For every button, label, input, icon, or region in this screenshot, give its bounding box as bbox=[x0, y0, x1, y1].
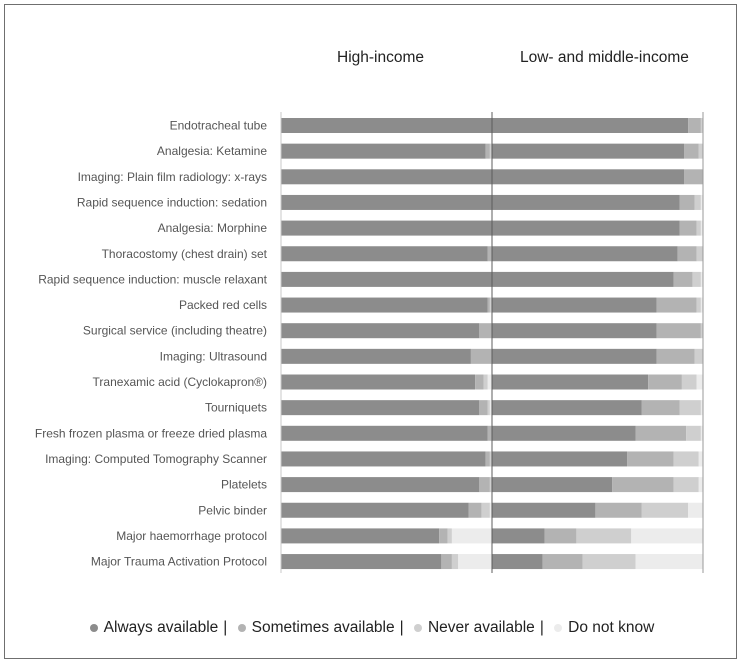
bar-low-middle-income-sometimes bbox=[680, 195, 695, 210]
bar-high-income-always bbox=[281, 451, 486, 466]
bar-high-income-always bbox=[281, 528, 439, 543]
legend-label-never: Never available bbox=[427, 619, 535, 636]
category-label: Platelets bbox=[220, 477, 267, 492]
bar-high-income-always bbox=[281, 426, 488, 441]
bar-high-income-never bbox=[452, 554, 458, 569]
legend-swatch-always bbox=[90, 624, 98, 632]
category-label: Major Trauma Activation Protocol bbox=[90, 554, 267, 569]
bar-high-income-always bbox=[281, 272, 492, 287]
bar-low-middle-income-always bbox=[492, 323, 657, 338]
bar-high-income-always bbox=[281, 144, 486, 159]
bar-low-middle-income-never bbox=[697, 221, 701, 236]
bar-low-middle-income-always bbox=[492, 195, 680, 210]
category-label: Endotracheal tube bbox=[169, 118, 267, 133]
legend bbox=[0, 619, 744, 637]
category-label: Imaging: Plain film radiology: x-rays bbox=[77, 169, 267, 184]
bar-low-middle-income-never bbox=[695, 349, 703, 364]
legend-separator: | bbox=[539, 619, 544, 636]
bar-high-income-sometimes bbox=[486, 451, 490, 466]
bar-high-income-always bbox=[281, 118, 492, 133]
category-label: Fresh frozen plasma or freeze dried plasma bbox=[34, 426, 267, 441]
bar-high-income-dontknow bbox=[452, 528, 492, 543]
bar-low-middle-income-never bbox=[686, 426, 701, 441]
bar-low-middle-income-never bbox=[697, 298, 701, 313]
bar-low-middle-income-never bbox=[695, 195, 701, 210]
bar-low-middle-income-sometimes bbox=[688, 118, 701, 133]
bar-high-income-dontknow bbox=[458, 554, 492, 569]
bar-low-middle-income-always bbox=[492, 298, 657, 313]
bar-low-middle-income-sometimes bbox=[673, 272, 692, 287]
category-label: Thoracostomy (chest drain) set bbox=[101, 246, 267, 261]
bar-low-middle-income-sometimes bbox=[657, 323, 701, 338]
bar-low-middle-income-never bbox=[697, 246, 703, 261]
legend-swatch-dontknow bbox=[554, 624, 562, 632]
bar-low-middle-income-never bbox=[673, 477, 698, 492]
bar-high-income-always bbox=[281, 246, 488, 261]
legend-item-sometimes bbox=[238, 619, 395, 637]
bar-high-income-always bbox=[281, 195, 492, 210]
bar-high-income-never bbox=[484, 375, 488, 390]
legend-separator: | bbox=[223, 619, 228, 636]
bar-high-income-dontknow bbox=[488, 375, 492, 390]
bar-low-middle-income-always bbox=[492, 144, 684, 159]
bar-high-income-sometimes bbox=[488, 246, 492, 261]
bar-low-middle-income-sometimes bbox=[684, 169, 703, 184]
bar-low-middle-income-dontknow bbox=[635, 554, 703, 569]
bar-high-income-sometimes bbox=[479, 477, 490, 492]
bar-low-middle-income-never bbox=[576, 528, 631, 543]
legend-item-always bbox=[90, 619, 219, 637]
bar-low-middle-income-sometimes bbox=[648, 375, 682, 390]
category-label: Pelvic binder bbox=[198, 503, 267, 518]
category-label: Rapid sequence induction: muscle relaxant bbox=[38, 272, 267, 287]
category-label: Imaging: Ultrasound bbox=[159, 349, 267, 364]
bar-low-middle-income-dontknow bbox=[699, 477, 703, 492]
bar-low-middle-income-sometimes bbox=[543, 554, 583, 569]
bar-high-income-never bbox=[488, 400, 490, 415]
category-label: Tranexamic acid (Cyclokapron®) bbox=[92, 375, 267, 389]
bar-low-middle-income-sometimes bbox=[657, 298, 697, 313]
legend-label-sometimes: Sometimes available bbox=[251, 619, 395, 636]
bar-high-income-sometimes bbox=[479, 323, 492, 338]
bar-low-middle-income-always bbox=[492, 400, 642, 415]
bar-low-middle-income-sometimes bbox=[635, 426, 686, 441]
bar-low-middle-income-always bbox=[492, 272, 673, 287]
category-label: Imaging: Computed Tomography Scanner bbox=[45, 451, 267, 466]
bar-high-income-always bbox=[281, 349, 471, 364]
bar-low-middle-income-sometimes bbox=[657, 349, 695, 364]
category-label: Packed red cells bbox=[178, 298, 267, 313]
bar-low-middle-income-sometimes bbox=[612, 477, 673, 492]
legend-item-never bbox=[414, 619, 535, 637]
bar-low-middle-income-sometimes bbox=[627, 451, 673, 466]
bar-low-middle-income-always bbox=[492, 503, 595, 518]
bar-high-income-always bbox=[281, 375, 475, 390]
bar-low-middle-income-never bbox=[682, 375, 697, 390]
bar-low-middle-income-sometimes bbox=[680, 221, 697, 236]
bar-low-middle-income-always bbox=[492, 426, 635, 441]
legend-swatch-sometimes bbox=[238, 624, 246, 632]
bar-low-middle-income-dontknow bbox=[697, 375, 703, 390]
bar-high-income-always bbox=[281, 477, 479, 492]
bar-low-middle-income-always bbox=[492, 246, 678, 261]
bar-low-middle-income-never bbox=[699, 144, 703, 159]
bar-high-income-sometimes bbox=[488, 426, 492, 441]
bar-low-middle-income-never bbox=[680, 400, 701, 415]
bar-high-income-sometimes bbox=[486, 144, 490, 159]
category-label: Analgesia: Ketamine bbox=[156, 144, 267, 159]
bar-low-middle-income-never bbox=[673, 451, 698, 466]
bar-high-income-sometimes bbox=[469, 503, 482, 518]
bar-low-middle-income-never bbox=[642, 503, 688, 518]
bar-low-middle-income-sometimes bbox=[684, 144, 699, 159]
bar-high-income-sometimes bbox=[479, 400, 487, 415]
bar-low-middle-income-always bbox=[492, 118, 688, 133]
bar-high-income-always bbox=[281, 298, 488, 313]
bar-low-middle-income-always bbox=[492, 554, 543, 569]
bar-high-income-sometimes bbox=[471, 349, 492, 364]
bar-high-income-always bbox=[281, 323, 479, 338]
bar-low-middle-income-dontknow bbox=[688, 503, 703, 518]
bar-high-income-never bbox=[481, 503, 489, 518]
bar-low-middle-income-sometimes bbox=[642, 400, 680, 415]
bar-low-middle-income-never bbox=[583, 554, 636, 569]
bar-low-middle-income-always bbox=[492, 169, 684, 184]
legend-separator: | bbox=[399, 619, 404, 636]
bar-low-middle-income-dontknow bbox=[699, 451, 703, 466]
bar-low-middle-income-dontknow bbox=[631, 528, 703, 543]
bar-low-middle-income-always bbox=[492, 477, 612, 492]
legend-label-always: Always available bbox=[103, 619, 219, 636]
bar-high-income-always bbox=[281, 221, 492, 236]
bar-high-income-sometimes bbox=[441, 554, 452, 569]
category-label: Major haemorrhage protocol bbox=[116, 528, 267, 543]
category-label: Rapid sequence induction: sedation bbox=[76, 195, 267, 210]
bar-high-income-always bbox=[281, 169, 492, 184]
bar-high-income-sometimes bbox=[488, 298, 490, 313]
bar-high-income-always bbox=[281, 503, 469, 518]
legend-label-dontknow: Do not know bbox=[568, 619, 655, 636]
bar-low-middle-income-always bbox=[492, 528, 545, 543]
category-label: Analgesia: Morphine bbox=[157, 221, 267, 236]
group-header-low-middle-income: Low- and middle-income bbox=[520, 49, 689, 66]
group-header-high-income: High-income bbox=[337, 49, 425, 66]
bar-low-middle-income-never bbox=[692, 272, 700, 287]
bar-high-income-never bbox=[448, 528, 452, 543]
legend-swatch-never bbox=[414, 624, 422, 632]
bar-low-middle-income-always bbox=[492, 375, 648, 390]
bar-high-income-sometimes bbox=[475, 375, 483, 390]
category-label: Tourniquets bbox=[204, 400, 267, 415]
bar-low-middle-income-sometimes bbox=[545, 528, 577, 543]
bar-low-middle-income-sometimes bbox=[595, 503, 641, 518]
bar-low-middle-income-always bbox=[492, 221, 680, 236]
bar-low-middle-income-always bbox=[492, 349, 657, 364]
bar-high-income-always bbox=[281, 554, 441, 569]
legend-item-dontknow bbox=[554, 619, 654, 637]
bar-high-income-sometimes bbox=[439, 528, 447, 543]
bar-high-income-always bbox=[281, 400, 479, 415]
category-label: Surgical service (including theatre) bbox=[82, 323, 267, 338]
bar-low-middle-income-always bbox=[492, 451, 627, 466]
bar-low-middle-income-sometimes bbox=[678, 246, 697, 261]
